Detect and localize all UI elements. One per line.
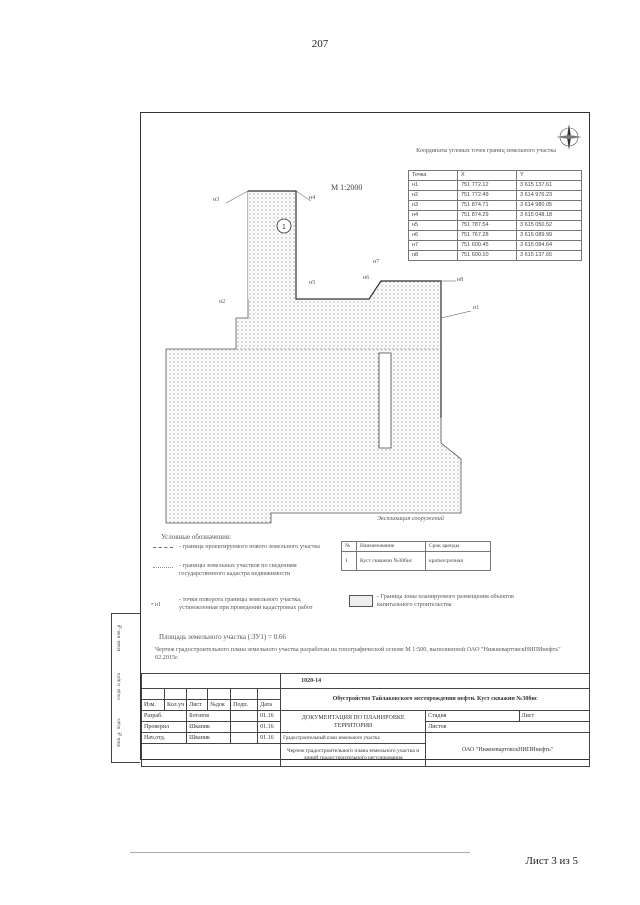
coords-header-point: Точка xyxy=(409,171,458,181)
title-block: 1020-14 Обустройство Тайлаковского месторождения нефти. Куст скважин №30бис Изм. Кол.уч Лист №док Подп. Дата Разраб. Ботатов 01.16 ДОКУМЕНТАЦИЯ ПО ПЛАНИРОВКЕ ТЕРРИТОРИИ Стадия Лист Проверил Шкапик 01.16 Листов Нач.отд. Шкапик 01.16 Градостроительный план земельного участка ОАО "НижневартовскНИПИнефть" Чертеж градостроительного плана земельного участка и линий градостроительного регулирования xyxy=(141,673,590,767)
stamp-drawing-title: Чертеж градостроительного плана земельного участка и линий градостроительного регулирования xyxy=(281,744,426,767)
legend-point-symbol: • н1 xyxy=(151,601,162,608)
page-number: 207 xyxy=(311,38,329,50)
footer-divider xyxy=(130,852,470,853)
coords-row: н8 751 600.10 3 615 137.65 xyxy=(409,251,582,261)
zone-swatch xyxy=(349,595,373,607)
coords-row: н5 751 787.54 3 615 050.52 xyxy=(409,221,582,231)
point-label-n1: н1 xyxy=(473,305,480,311)
stamp-doc-title: ДОКУМЕНТАЦИЯ ПО ПЛАНИРОВКЕ ТЕРРИТОРИИ xyxy=(281,711,426,733)
legend-line-2 xyxy=(153,567,173,568)
stamp-row: Нач.отд. Шкапик 01.16 Градостроительный план земельного участка ОАО "НижневартовскНИПИнефть" xyxy=(142,733,590,744)
coords-row: н6 751 767.28 3 615 089.99 xyxy=(409,231,582,241)
side-label-1: Взам. инв. № xyxy=(117,623,122,652)
coords-row: н7 751 600.45 3 615 084.64 xyxy=(409,241,582,251)
coords-header-y: Y xyxy=(517,171,582,181)
point-label-n8: н8 xyxy=(457,277,464,283)
point-label-n4: н4 xyxy=(309,195,316,201)
legend-item-1: - граница проектируемого нового земельного участка xyxy=(179,543,320,550)
sheet-counter: Лист 3 из 5 xyxy=(525,855,578,867)
zone-legend: - Граница зоны планируемого размещения объектов капитального строительства xyxy=(377,593,514,608)
point-label-n6: н6 xyxy=(363,275,370,281)
side-label-3: Инв. № подл. xyxy=(117,718,122,747)
parcel-inner xyxy=(248,191,296,299)
legend-line-1 xyxy=(153,547,173,548)
boundary-line xyxy=(379,353,391,448)
legend-item-3: - точки поворота границы земельного участка, установленная при проведении кадастровых работ xyxy=(179,596,313,611)
point-label-n5: н5 xyxy=(309,280,316,286)
stamp-code: 1020-14 xyxy=(281,674,590,689)
drawing-sheet xyxy=(117,112,590,761)
stamp-org: ОАО "НижневартовскНИПИнефть" xyxy=(426,733,590,767)
coords-row: н1 751 772.12 3 615 137.61 xyxy=(409,181,582,191)
point-label-n7: н7 xyxy=(373,259,380,265)
stamp-project: Обустройство Тайлаковского месторождения нефти. Куст скважин №30бис xyxy=(281,689,590,711)
side-column xyxy=(111,613,140,763)
stamp-doc-subtitle: Градостроительный план земельного участка xyxy=(281,733,426,744)
explication-row: 1 Куст скважин №30бис краткосрочная xyxy=(342,552,491,571)
explication-title: Экспликация сооружений xyxy=(377,515,444,522)
parcel-number: 1 xyxy=(282,224,286,231)
area-text: Площадь земельного участка (:ЗУ1) = 0.66 xyxy=(159,633,286,641)
stamp-row: Проверил Шкапик 01.16 Листов xyxy=(142,722,590,733)
legend-item-2: - границы земельных участков по сведениям государственного кадастра недвижимости xyxy=(179,562,297,577)
point-label-n2: н2 xyxy=(219,299,226,305)
explication-table xyxy=(341,541,491,571)
coords-header-row xyxy=(409,171,582,181)
coords-header-x: X xyxy=(458,171,517,181)
coords-title: Координаты угловых точек границ земельного участка xyxy=(416,148,556,154)
explication-header-row: № Наименование Срок аренды xyxy=(342,542,491,552)
note-text: Чертеж градостроительного плана земельного участка разработан на топографической основе М 1:500, выполненной ОАО "НижневартовскНИПИнефть" 02.2015г. xyxy=(155,646,561,661)
coords-row: н3 751 874.71 3 614 980.05 xyxy=(409,201,582,211)
coords-row: н2 751 772.49 3 614 976.23 xyxy=(409,191,582,201)
side-label-2: Подп. и дата xyxy=(117,673,122,700)
coords-table xyxy=(408,170,582,261)
scale-label: М 1:2000 xyxy=(331,183,363,192)
legend-title: Условные обозначения: xyxy=(161,533,232,541)
coords-row: н4 751 874.29 3 615 048.18 xyxy=(409,211,582,221)
stamp-row: Разраб. Ботатов 01.16 ДОКУМЕНТАЦИЯ ПО ПЛАНИРОВКЕ ТЕРРИТОРИИ Стадия Лист xyxy=(142,711,590,722)
point-label-n3: н3 xyxy=(213,197,220,203)
